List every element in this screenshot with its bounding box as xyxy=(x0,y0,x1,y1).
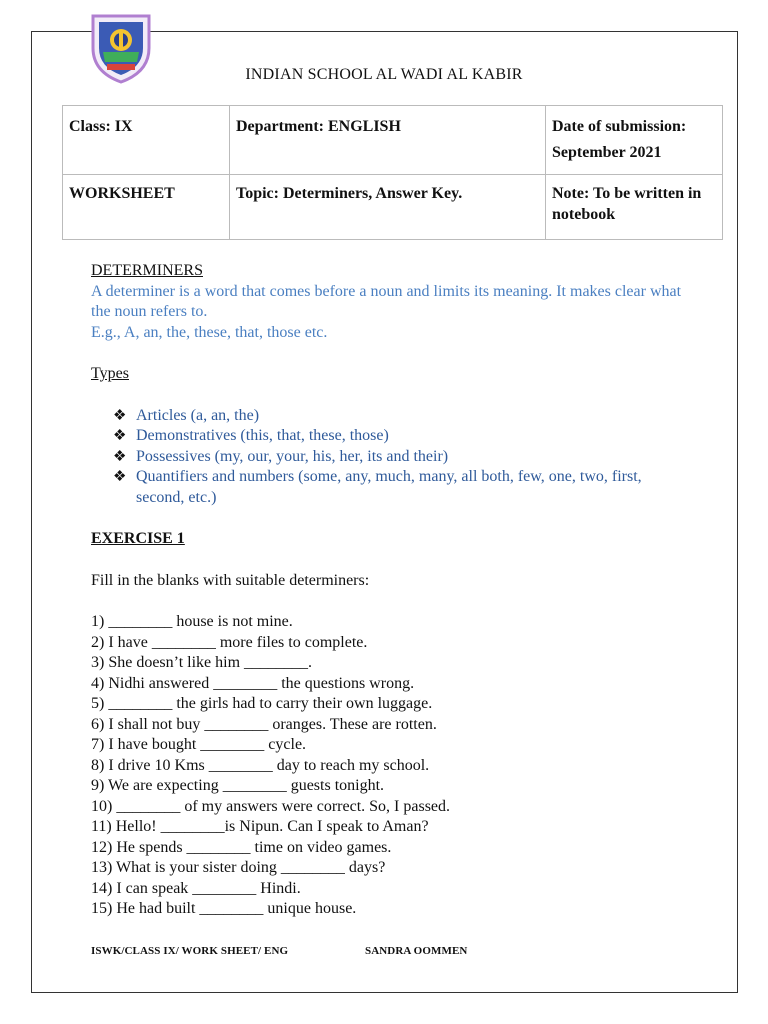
four-diamond-bullet-icon: ❖ xyxy=(113,428,127,444)
question-list xyxy=(91,612,691,920)
list-item: ❖ Articles (a, an, the) xyxy=(91,406,691,427)
date-cell xyxy=(546,106,723,175)
question-item: 10) ________ of my answers were correct. So, I passed. xyxy=(91,797,451,815)
worksheet-cell: WORKSHEET xyxy=(63,175,230,240)
determiners-heading: DETERMINERS xyxy=(91,262,203,279)
question-item: 3) She doesn’t like him ________. xyxy=(91,654,313,671)
question-item: 11) Hello! ________is Nipun. Can I speak to Aman? xyxy=(91,818,429,835)
list-item: ❖ Demonstratives (this, that, these, those) xyxy=(91,426,691,447)
worksheet-header-table xyxy=(62,105,723,240)
school-name: INDIAN SCHOOL AL WADI AL KABIR xyxy=(245,66,523,83)
class-cell: Class: IX xyxy=(63,106,230,175)
question-item: 2) I have ________ more files to complete. xyxy=(91,633,368,651)
determiner-example: E.g., A, an, the, these, that, those etc. xyxy=(91,323,328,341)
department-cell: Department: ENGLISH xyxy=(230,106,546,175)
date-label: Date of submission: xyxy=(552,118,687,135)
question-item: 14) I can speak ________ Hindi. xyxy=(91,879,301,897)
four-diamond-bullet-icon: ❖ xyxy=(113,448,127,465)
four-diamond-bullet-icon: ❖ xyxy=(113,407,127,424)
question-item: 15) He had built ________ unique house. xyxy=(91,900,357,917)
footer-code: ISWK/CLASS IX/ WORK SHEET/ ENG xyxy=(91,945,289,957)
types-list xyxy=(91,406,691,509)
question-item: 4) Nidhi answered ________ the questions wrong. xyxy=(91,674,415,692)
worksheet-content xyxy=(91,261,691,920)
determiner-definition: A determiner is a word that comes before a noun and limits its meaning. It makes clear what the noun refers to. xyxy=(91,282,682,320)
question-item: 13) What is your sister doing ________ days? xyxy=(91,859,386,876)
exercise-instruction: Fill in the blanks with suitable determiners: xyxy=(91,571,370,589)
question-item: 8) I drive 10 Kms ________ day to reach my school. xyxy=(91,756,430,774)
types-heading: Types xyxy=(91,365,129,382)
page-footer xyxy=(91,945,468,957)
question-item: 6) I shall not buy ________ oranges. These are rotten. xyxy=(91,715,437,733)
footer-author: SANDRA OOMMEN xyxy=(365,945,468,957)
four-diamond-bullet-icon: ❖ xyxy=(113,469,127,485)
date-value: September 2021 xyxy=(552,144,662,161)
question-item: 1) ________ house is not mine. xyxy=(91,613,293,630)
question-item: 12) He spends ________ time on video games. xyxy=(91,838,392,856)
question-item: 7) I have bought ________ cycle. xyxy=(91,736,307,753)
question-item: 9) We are expecting ________ guests tonight. xyxy=(91,777,385,794)
question-item: 5) ________ the girls had to carry their own luggage. xyxy=(91,695,433,712)
list-item: ❖ Possessives (my, our, your, his, her, its and their) xyxy=(91,447,691,468)
exercise-title: EXERCISE 1 xyxy=(91,530,185,547)
note-cell: Note: To be written in notebook xyxy=(546,175,723,240)
topic-cell: Topic: Determiners, Answer Key. xyxy=(230,175,546,240)
list-item: ❖ Quantifiers and numbers (some, any, much, many, all both, few, one, two, first, second, etc.) xyxy=(113,468,642,506)
